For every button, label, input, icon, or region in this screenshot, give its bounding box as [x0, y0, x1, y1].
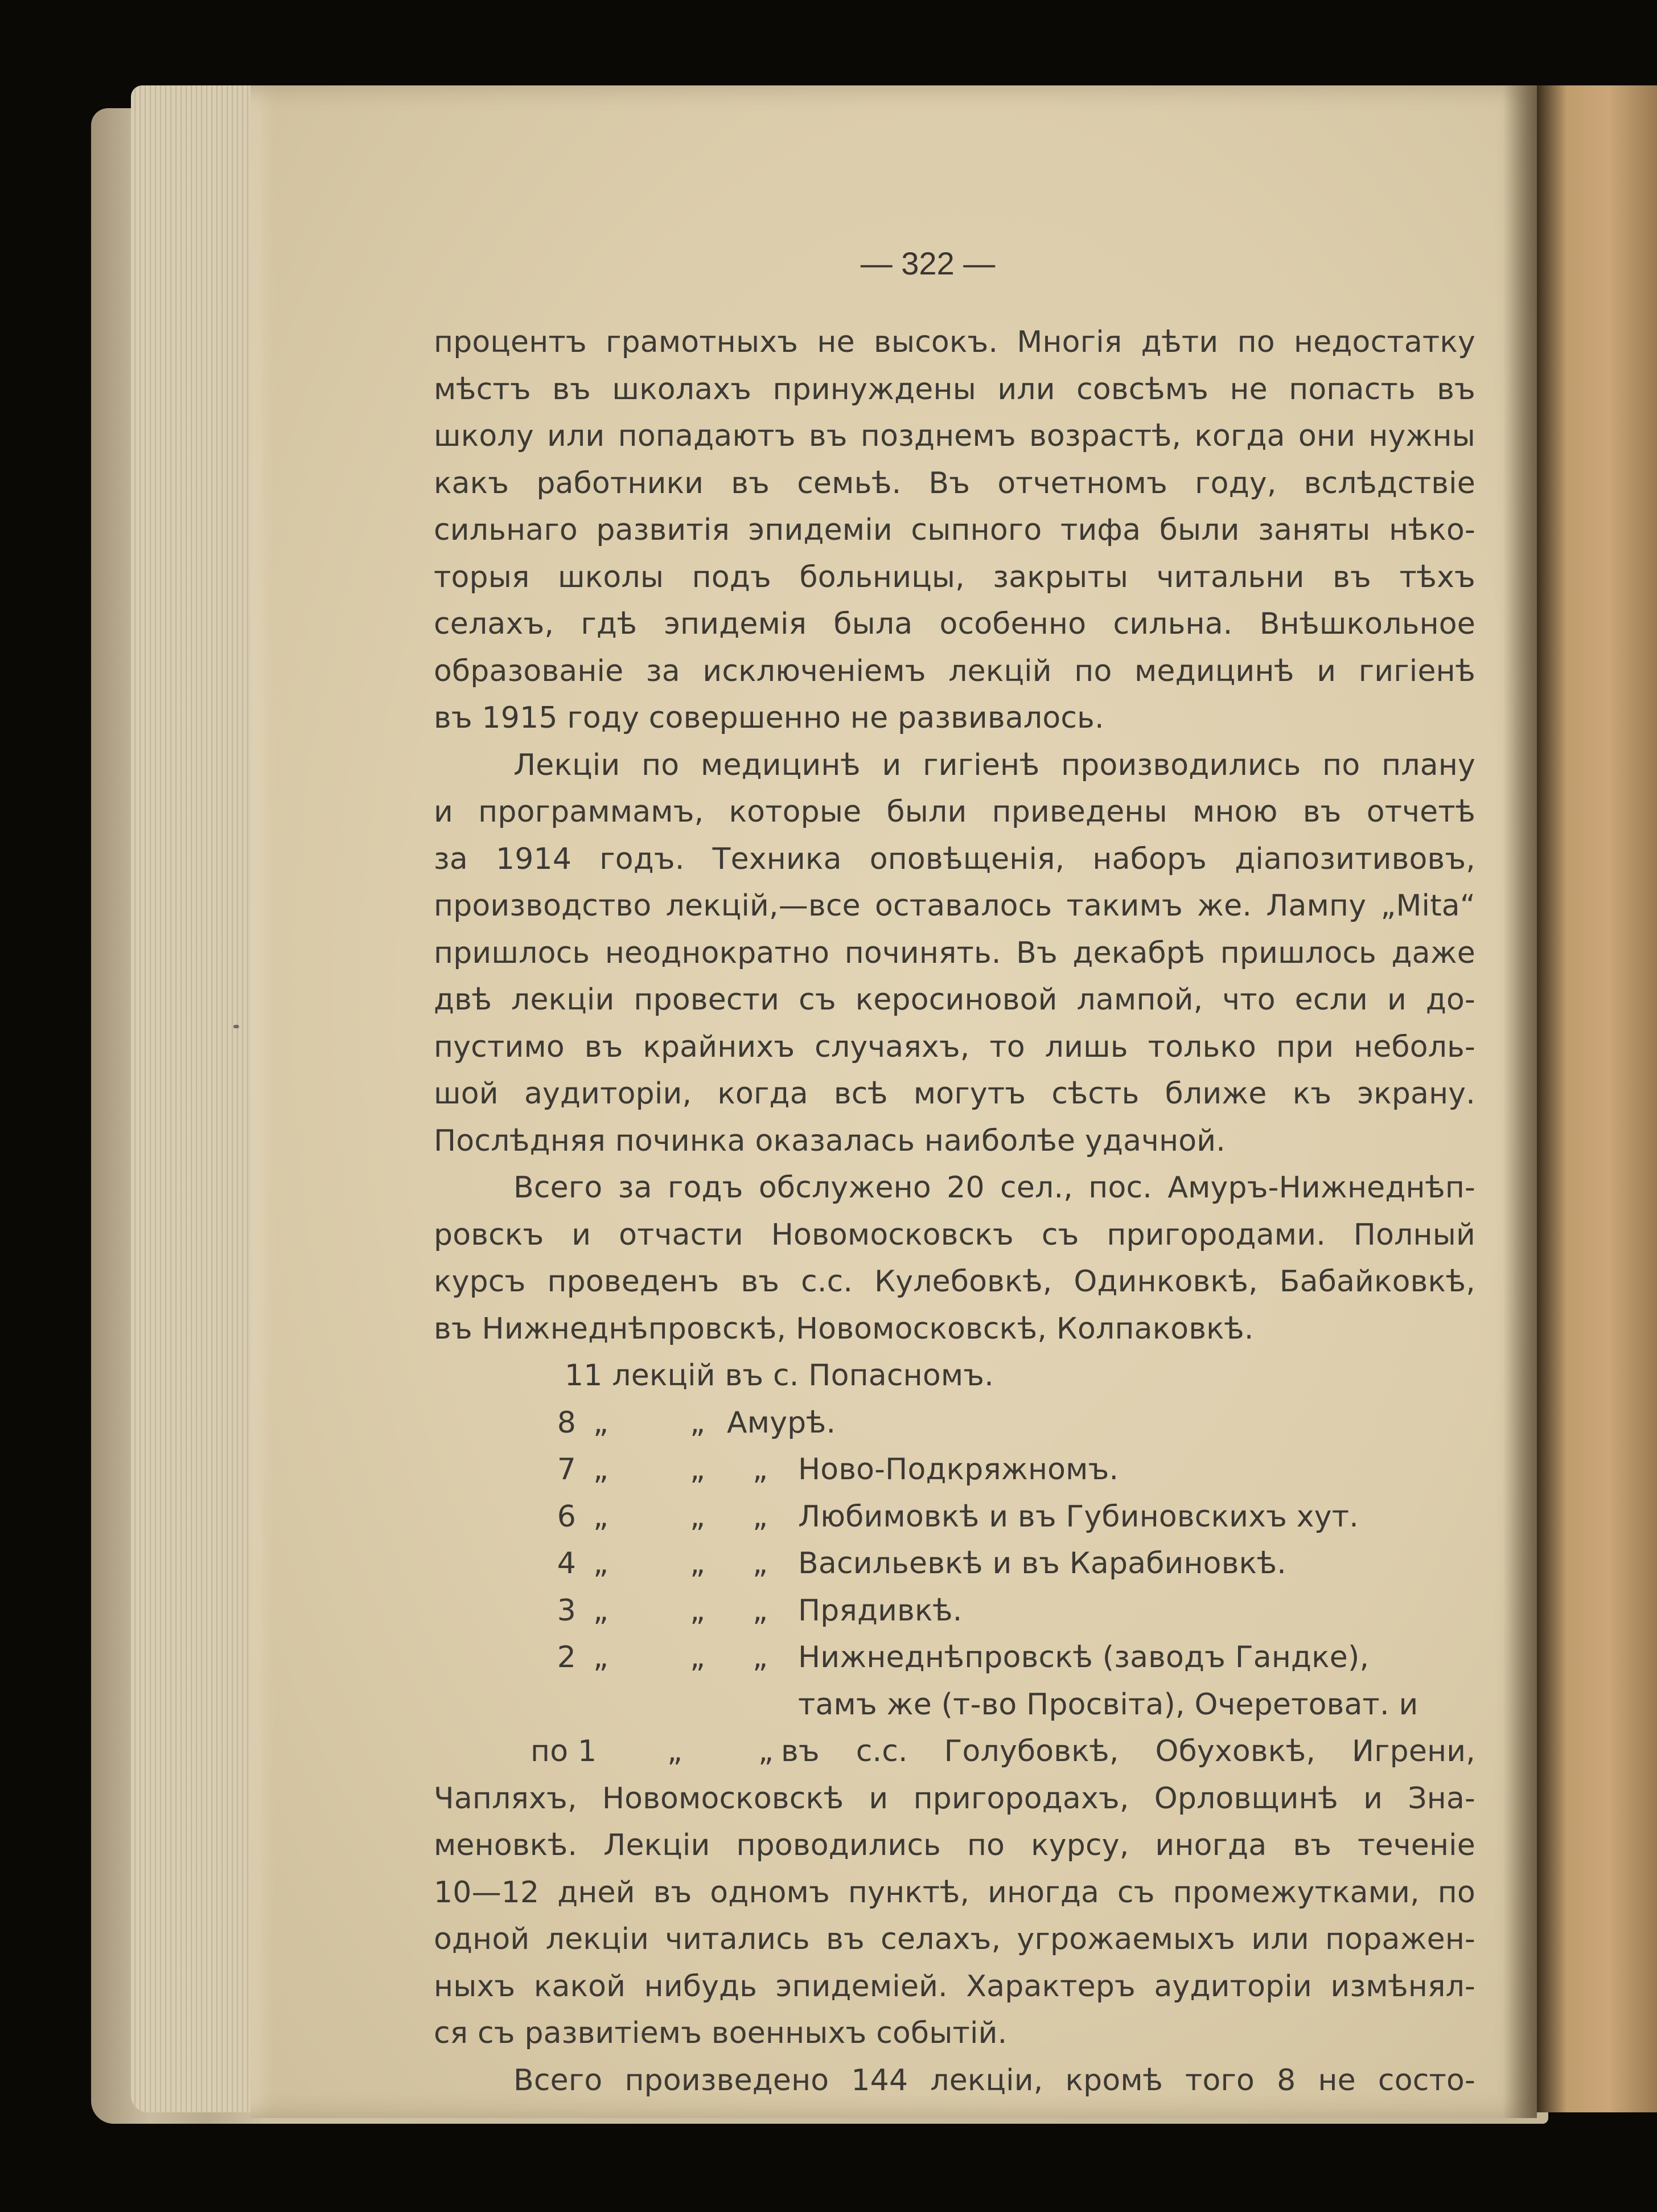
text-line: курсъ проведенъ въ с.с. Кулебовкѣ, Одинковкѣ, Бабайковкѣ, [434, 1265, 1475, 1299]
text-line: ровскъ и отчасти Новомосковскъ съ пригородами. Полный [434, 1217, 1475, 1252]
lecture-count: по 1 [531, 1734, 597, 1768]
ditto-mark: „ [593, 1640, 609, 1675]
lecture-count: 4 [557, 1546, 576, 1581]
lecture-count: 8 [557, 1405, 576, 1440]
text-line: Всего произведено 144 лекціи, кромѣ того 8 не состо- [513, 2063, 1475, 2098]
list-item [519, 1446, 1475, 1493]
text-line: школу или попадаютъ въ позднемъ возрастѣ, когда они нужны [434, 419, 1475, 453]
ditto-mark: „ [758, 1734, 774, 1768]
text-line: меновкѣ. Лекціи проводились по курсу, иногда въ теченіе [434, 1828, 1475, 1862]
text-line: Послѣдняя починка оказалась наиболѣе удачной. [434, 1123, 1226, 1158]
text-line: и программамъ, которые были приведены мною въ отчетѣ [434, 795, 1475, 829]
text-line: ныхъ какой нибудь эпидеміей. Характеръ аудиторіи измѣнял- [434, 1969, 1475, 2004]
list-item-text: 11 лекцій въ с. Попасномъ. [565, 1359, 994, 1393]
text-line: Чапляхъ, Новомосковскѣ и пригородахъ, Орловщинѣ и Зна- [434, 1781, 1475, 1816]
text-line: въ Нижнеднѣпровскѣ, Новомосковскѣ, Колпаковкѣ. [434, 1311, 1254, 1346]
village-name: Васильевкѣ и въ Карабиновкѣ. [798, 1546, 1287, 1581]
paragraph-4 [434, 1775, 1475, 2057]
ditto-mark: „ [690, 1452, 706, 1487]
ditto-mark: „ [593, 1452, 609, 1487]
text-line: пришлось неоднократно починять. Въ декабрѣ пришлось даже [434, 935, 1475, 970]
ditto-mark: „ [593, 1405, 609, 1440]
ditto-mark: „ [753, 1640, 768, 1675]
text-line: ся съ развитіемъ военныхъ событій. [434, 2016, 1008, 2050]
list-item [519, 1587, 1475, 1635]
list-item [519, 1400, 1475, 1447]
village-name: Прядивкѣ. [798, 1593, 963, 1628]
lecture-count: 3 [557, 1593, 576, 1628]
text-line: шой аудиторіи, когда всѣ могутъ сѣсть ближе къ экрану. [434, 1077, 1475, 1111]
village-name: Ново-Подкряжномъ. [798, 1452, 1119, 1487]
list-item [519, 1540, 1475, 1587]
ditto-mark: „ [667, 1734, 683, 1768]
text-line: пустимо въ крайнихъ случаяхъ, то лишь только при неболь- [434, 1029, 1475, 1064]
text-line: процентъ грамотныхъ не высокъ. Многія дѣти по недостатку [434, 325, 1475, 359]
village-name: въ с.с. Голубовкѣ, Обуховкѣ, Игрени, [781, 1734, 1475, 1768]
ditto-mark: „ [753, 1546, 768, 1581]
paragraph-3 [434, 1164, 1475, 1352]
text-line: 10—12 дней въ одномъ пунктѣ, иногда съ промежутками, по [434, 1875, 1475, 1910]
ditto-mark: „ [690, 1640, 706, 1675]
text-line: за 1914 годъ. Техника оповѣщенія, наборъ діапозитивовъ, [434, 842, 1475, 876]
paper-speck [233, 1025, 239, 1028]
text-line: Всего за годъ обслужено 20 сел., пос. Амуръ-Нижнеднѣп- [513, 1171, 1475, 1205]
text-line: производство лекцій,—все оставалось такимъ же. Лампу „Mita“ [434, 889, 1475, 923]
ditto-mark: „ [753, 1452, 768, 1487]
village-name: тамъ же (т-во Просвіта), Очеретоват. и [798, 1687, 1418, 1722]
text-line: одной лекціи читались въ селахъ, угрожаемыхъ или поражен- [434, 1922, 1475, 1956]
list-item [519, 1634, 1475, 1681]
lecture-list [434, 1352, 1475, 1775]
facing-page-edge [1537, 85, 1657, 2112]
ditto-mark: „ [593, 1546, 609, 1581]
ditto-mark: „ [593, 1593, 609, 1628]
gutter-shadow [1503, 85, 1537, 2118]
lecture-count: 6 [557, 1499, 576, 1534]
village-name: Амурѣ. [727, 1405, 836, 1440]
text-line: двѣ лекціи провести съ керосиновой лампой, что если и до- [434, 983, 1475, 1017]
ditto-mark: „ [690, 1405, 706, 1440]
page-edges [131, 85, 268, 2112]
text-line: сильнаго развитія эпидеміи сыпного тифа были заняты нѣко- [434, 513, 1475, 547]
text-line: торыя школы подъ больницы, закрыты читальни въ тѣхъ [434, 560, 1475, 594]
village-name: Нижнеднѣпровскѣ (заводъ Гандке), [798, 1640, 1370, 1675]
lecture-count: 7 [557, 1452, 576, 1487]
text-line: какъ работники въ семьѣ. Въ отчетномъ году, вслѣдствіе [434, 466, 1475, 500]
paragraph-5 [434, 2057, 1475, 2104]
ditto-mark: „ [593, 1499, 609, 1534]
ditto-mark: „ [690, 1593, 706, 1628]
ditto-mark: „ [753, 1593, 768, 1628]
lecture-count: 2 [557, 1640, 576, 1675]
ditto-mark: „ [753, 1499, 768, 1534]
ditto-mark: „ [690, 1499, 706, 1534]
list-item [519, 1493, 1475, 1541]
text-line: селахъ, гдѣ эпидемія была особенно сильна. Внѣшкольное [434, 607, 1475, 641]
text-line: образованіе за исключеніемъ лекцій по медицинѣ и гигіенѣ [434, 654, 1475, 688]
village-name: Любимовкѣ и въ Губиновскихъ хут. [798, 1499, 1359, 1534]
list-item-continuation [519, 1681, 1475, 1729]
ditto-mark: „ [690, 1546, 706, 1581]
text-line: Лекціи по медицинѣ и гигіенѣ производились по плану [513, 748, 1475, 782]
body-text [434, 319, 1475, 2104]
text-line: въ 1915 году совершенно не развивалось. [434, 701, 1104, 735]
paragraph-2 [434, 742, 1475, 1165]
paragraph-1 [434, 319, 1475, 742]
text-line: мѣстъ въ школахъ принуждены или совсѣмъ не попасть въ [434, 372, 1475, 407]
list-item [434, 1352, 1475, 1400]
list-item [531, 1728, 1475, 1775]
page-number: — 322 — [860, 245, 996, 281]
